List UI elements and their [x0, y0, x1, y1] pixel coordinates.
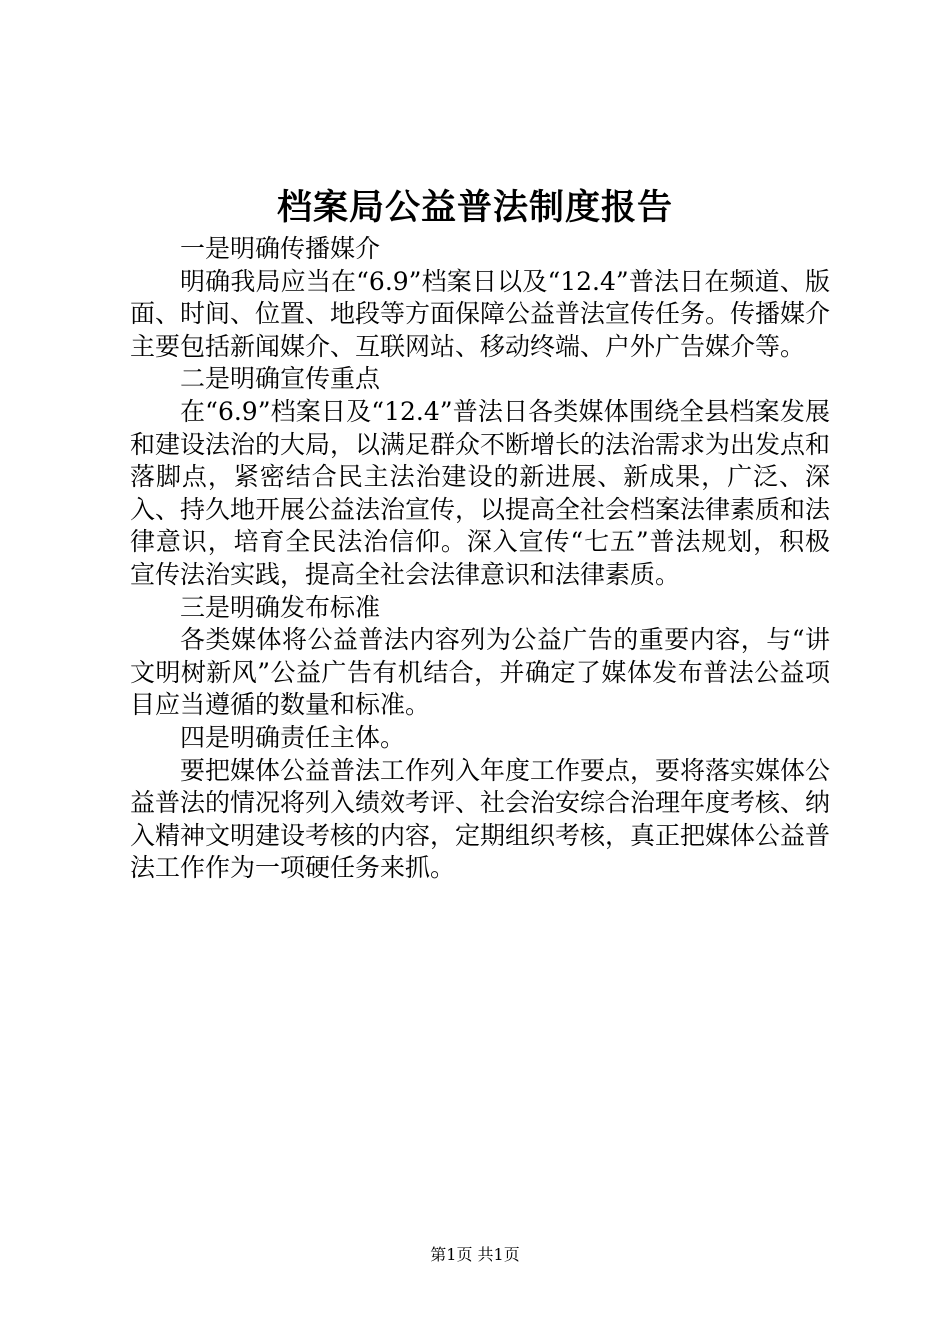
section-heading-1: 一是明确传播媒介: [180, 234, 381, 263]
document-title: 档案局公益普法制度报告: [276, 187, 673, 228]
page-footer: 第1页 共1页: [430, 1245, 520, 1264]
section-heading-2: 二是明确宣传重点: [180, 364, 381, 394]
paragraph-1: 明确我局应当在“6.9”档案日以及“12.4”普法日在频道、版面、时间、位置、地段等方面保障公益普法宣传任务。传播媒介主要包括新闻媒介、互联网站、移动终端、户外广告媒介等。: [130, 266, 831, 361]
document-body: [130, 233, 830, 885]
section-heading-3: 三是明确发布标准: [180, 592, 381, 622]
paragraph-2: 在“6.9”档案日及“12.4”普法日各类媒体围绕全县档案发展和建设法治的大局，以满足群众不断增长的法治需求为出发点和落脚点，紧密结合民主法治建设的新进展、新成果，广泛、深入、持久地开展公益法治宣传，以提高全社会档案法律素质和法律意识，培育全民法治信仰。深入宣传“七五”普法规划，积极宣传法治实践，提高全社会法律意识和法律素质。: [130, 396, 831, 589]
paragraph-4: 要把媒体公益普法工作列入年度工作要点，要将落实媒体公益普法的情况将列入绩效考评、社会治安综合治理年度考核、纳入精神文明建设考核的内容，定期组织考核，真正把媒体公益普法工作作为一项硬任务来抓。: [130, 755, 831, 883]
paragraph-3: 各类媒体将公益普法内容列为公益广告的重要内容，与“讲文明树新风”公益广告有机结合，并确定了媒体发布普法公益项目应当遵循的数量和标准。: [130, 625, 830, 720]
section-heading-4: 四是明确责任主体。: [180, 722, 406, 752]
